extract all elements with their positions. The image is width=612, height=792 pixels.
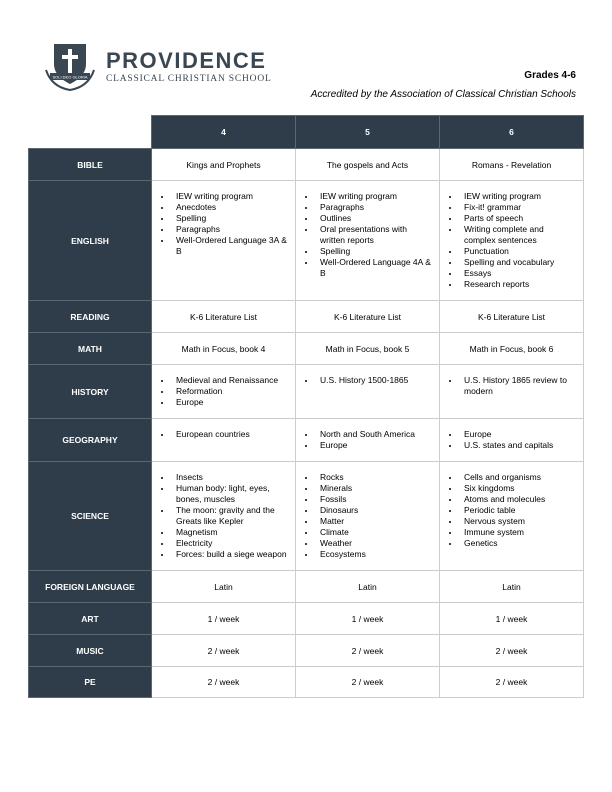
row-header-reading: READING — [29, 301, 152, 333]
list-item: • Essays — [460, 268, 577, 279]
table-cell — [152, 365, 296, 419]
list-item: • European countries — [172, 429, 289, 440]
row-header-history: HISTORY — [29, 365, 152, 419]
list-item: • Insects — [172, 472, 289, 483]
list-item: • Electricity — [172, 538, 289, 549]
logo-name: PROVIDENCE — [106, 47, 267, 73]
list-item: • Immune system — [460, 527, 577, 538]
list-item: • Weather — [316, 538, 433, 549]
table-cell — [440, 462, 584, 571]
bullet-list — [152, 472, 295, 560]
list-item: • Paragraphs — [316, 202, 433, 213]
bullet-list — [152, 429, 295, 440]
list-item: • Climate — [316, 527, 433, 538]
table-row — [29, 149, 584, 181]
row-header-pe: PE — [29, 667, 152, 698]
list-item: • Spelling — [172, 213, 289, 224]
list-item: • Outlines — [316, 213, 433, 224]
table-cell: 1 / week — [152, 603, 296, 635]
logo-motto: SOLI DEO GLORIA — [52, 74, 88, 80]
table-cell — [440, 419, 584, 462]
bullet-list — [296, 191, 439, 279]
table-cell — [296, 181, 440, 301]
bullet-list — [440, 429, 583, 451]
table-cell: Latin — [296, 571, 440, 603]
list-item: • Spelling — [316, 246, 433, 257]
table-cell — [152, 181, 296, 301]
accreditation-text: Accredited by the Association of Classical Christian Schools — [310, 89, 576, 100]
table-cell: 1 / week — [296, 603, 440, 635]
list-item: • The moon: gravity and the Greats like Kepler — [172, 505, 289, 527]
logo-subtitle: CLASSICAL CHRISTIAN SCHOOL — [106, 73, 272, 84]
list-item: • Matter — [316, 516, 433, 527]
row-header-bible: BIBLE — [29, 149, 152, 181]
table-cell — [152, 462, 296, 571]
list-item: • Periodic table — [460, 505, 577, 516]
list-item: • Medieval and Renaissance — [172, 375, 289, 386]
table-row — [29, 635, 584, 667]
table-row — [29, 462, 584, 571]
table-cell — [296, 419, 440, 462]
column-header-grade-4: 4 — [152, 116, 296, 149]
list-item: • Magnetism — [172, 527, 289, 538]
row-header-science: SCIENCE — [29, 462, 152, 571]
table-cell: Math in Focus, book 5 — [296, 333, 440, 365]
table-cell: 2 / week — [440, 667, 584, 698]
list-item: • U.S. states and capitals — [460, 440, 577, 451]
list-item: • Ecosystems — [316, 549, 433, 560]
school-logo — [42, 40, 272, 92]
shield-cross-icon — [42, 40, 98, 92]
list-item: • Fix-it! grammar — [460, 202, 577, 213]
table-cell: The gospels and Acts — [296, 149, 440, 181]
table-cell: K-6 Literature List — [296, 301, 440, 333]
table-row — [29, 333, 584, 365]
table-cell — [440, 365, 584, 419]
list-item: • Spelling and vocabulary — [460, 257, 577, 268]
list-item: • Paragraphs — [172, 224, 289, 235]
bullet-list — [296, 472, 439, 560]
list-item: • U.S. History 1865 review to modern — [460, 375, 577, 397]
bullet-list — [152, 375, 295, 408]
list-item: • Dinosaurs — [316, 505, 433, 516]
table-cell: Kings and Prophets — [152, 149, 296, 181]
list-item: • Parts of speech — [460, 213, 577, 224]
list-item: • Anecdotes — [172, 202, 289, 213]
table-row — [29, 603, 584, 635]
list-item: • Europe — [460, 429, 577, 440]
table-cell: 2 / week — [296, 635, 440, 667]
table-cell: K-6 Literature List — [440, 301, 584, 333]
column-header-grade-6: 6 — [440, 116, 584, 149]
list-item: • Cells and organisms — [460, 472, 577, 483]
table-cell: 2 / week — [152, 667, 296, 698]
bullet-list — [440, 375, 583, 397]
bullet-list — [440, 191, 583, 290]
table-header-row — [29, 116, 584, 149]
table-cell: Latin — [440, 571, 584, 603]
table-cell: Romans - Revelation — [440, 149, 584, 181]
row-header-foreign-language: FOREIGN LANGUAGE — [29, 571, 152, 603]
table-cell: 1 / week — [440, 603, 584, 635]
list-item: • Well-Ordered Language 4A & B — [316, 257, 433, 279]
list-item: • Fossils — [316, 494, 433, 505]
table-cell — [440, 181, 584, 301]
list-item: • North and South America — [316, 429, 433, 440]
curriculum-table — [28, 115, 584, 698]
list-item: • Atoms and molecules — [460, 494, 577, 505]
row-header-music: MUSIC — [29, 635, 152, 667]
list-item: • Reformation — [172, 386, 289, 397]
row-header-geography: GEOGRAPHY — [29, 419, 152, 462]
list-item: • Europe — [316, 440, 433, 451]
list-item: • Punctuation — [460, 246, 577, 257]
list-item: • IEW writing program — [460, 191, 577, 202]
table-cell — [296, 462, 440, 571]
column-header-grade-5: 5 — [296, 116, 440, 149]
list-item: • Writing complete and complex sentences — [460, 224, 577, 246]
list-item: • Nervous system — [460, 516, 577, 527]
list-item: • Forces: build a siege weapon — [172, 549, 289, 560]
table-cell: 2 / week — [440, 635, 584, 667]
table-row — [29, 667, 584, 698]
table-cell: 2 / week — [296, 667, 440, 698]
table-cell — [296, 365, 440, 419]
table-cell: Math in Focus, book 6 — [440, 333, 584, 365]
table-cell — [152, 419, 296, 462]
table-row — [29, 419, 584, 462]
row-header-art: ART — [29, 603, 152, 635]
grades-label: Grades 4-6 — [524, 70, 576, 81]
list-item: • Minerals — [316, 483, 433, 494]
list-item: • Rocks — [316, 472, 433, 483]
list-item: • IEW writing program — [316, 191, 433, 202]
table-cell: 2 / week — [152, 635, 296, 667]
list-item: • Six kingdoms — [460, 483, 577, 494]
bullet-list — [296, 375, 439, 386]
table-row — [29, 301, 584, 333]
bullet-list — [152, 191, 295, 257]
row-header-english: ENGLISH — [29, 181, 152, 301]
table-row — [29, 181, 584, 301]
list-item: • IEW writing program — [172, 191, 289, 202]
row-header-math: MATH — [29, 333, 152, 365]
bullet-list — [440, 472, 583, 549]
list-item: • Oral presentations with written reports — [316, 224, 433, 246]
table-corner — [29, 116, 152, 149]
table-cell: Math in Focus, book 4 — [152, 333, 296, 365]
list-item: • Well-Ordered Language 3A & B — [172, 235, 289, 257]
list-item: • U.S. History 1500-1865 — [316, 375, 433, 386]
list-item: • Europe — [172, 397, 289, 408]
list-item: • Research reports — [460, 279, 577, 290]
table-row — [29, 571, 584, 603]
bullet-list — [296, 429, 439, 451]
table-cell: Latin — [152, 571, 296, 603]
table-row — [29, 365, 584, 419]
list-item: • Genetics — [460, 538, 577, 549]
list-item: • Human body: light, eyes, bones, muscles — [172, 483, 289, 505]
table-cell: K-6 Literature List — [152, 301, 296, 333]
